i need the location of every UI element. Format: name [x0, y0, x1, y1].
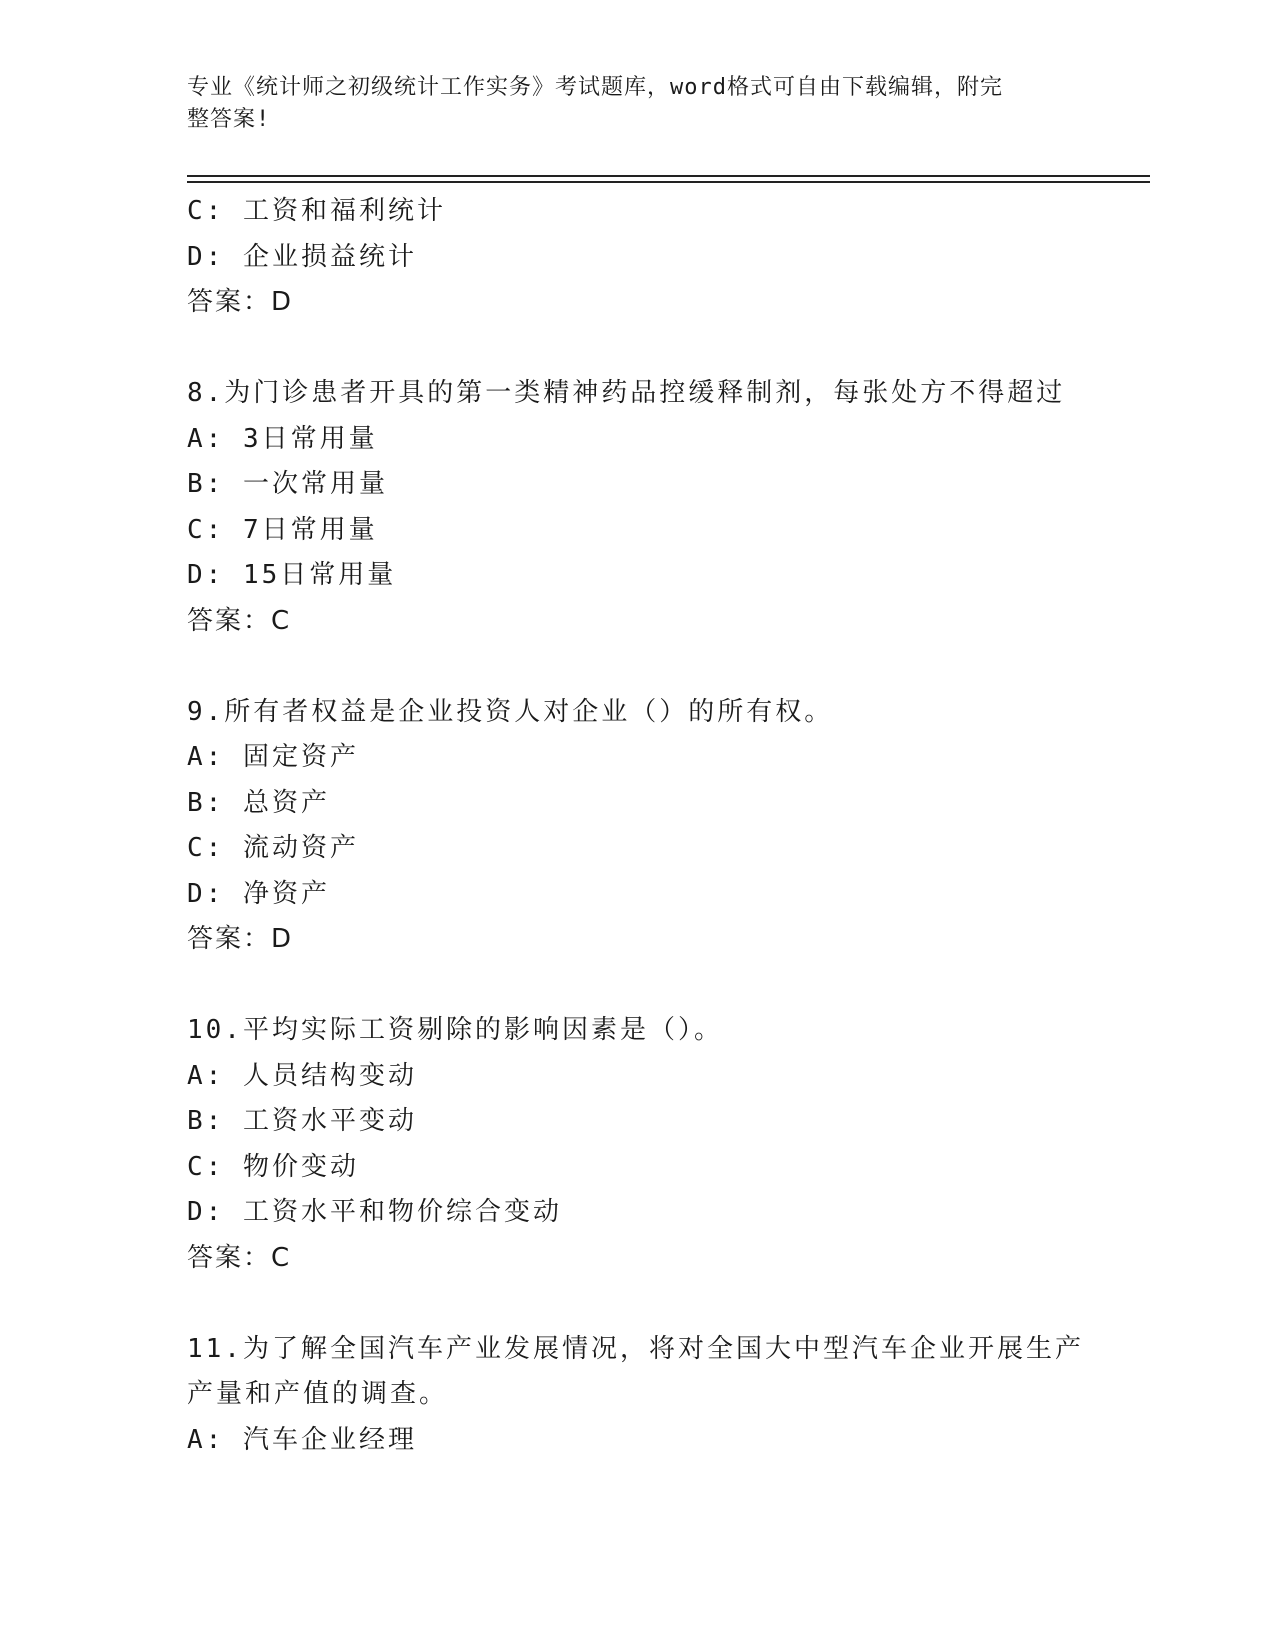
q8-option-b: B: 一次常用量 — [187, 469, 388, 499]
q9-option-a: A: 固定资产 — [187, 742, 359, 772]
header-line-2: 整答案! — [187, 107, 271, 132]
q9-option-d: D: 净资产 — [187, 878, 330, 909]
header-line-1: 专业《统计师之初级统计工作实务》考试题库，word格式可自由下载编辑，附完 — [187, 75, 1003, 100]
q11-stem-line-1: 11.为了解全国汽车产业发展情况，将对全国大中型汽车企业开展生产 — [187, 1333, 1084, 1364]
q8-option-d: D: 15日常用量 — [187, 560, 397, 590]
q10-option-d: D: 工资水平和物价综合变动 — [187, 1197, 562, 1227]
prev-option-c: C: 工资和福利统计 — [187, 196, 446, 226]
q11-stem-line-2: 产量和产值的调查。 — [187, 1379, 449, 1409]
q8-option-c: C: 7日常用量 — [187, 514, 378, 545]
document-header — [187, 72, 1067, 136]
q8-answer: 答案：C — [187, 605, 292, 636]
q8-stem: 8.为门诊患者开具的第一类精神药品控缓释制剂，每张处方不得超过 — [187, 378, 1066, 408]
q9-option-c: C: 流动资产 — [187, 833, 359, 863]
q10-option-b: B: 工资水平变动 — [187, 1106, 417, 1136]
prev-option-d: D: 企业损益统计 — [187, 241, 417, 272]
q10-stem: 10.平均实际工资剔除的影响因素是（）。 — [187, 1015, 723, 1045]
q9-option-b: B: 总资产 — [187, 787, 330, 818]
q10-answer: 答案：C — [187, 1242, 292, 1273]
header-rule-top — [187, 175, 1150, 177]
question-list — [187, 189, 1087, 1463]
header-rule-bottom — [187, 181, 1150, 183]
q11-option-a: A: 汽车企业经理 — [187, 1424, 417, 1455]
q10-option-a: A: 人员结构变动 — [187, 1060, 417, 1091]
q8-option-a: A: 3日常用量 — [187, 423, 378, 454]
q9-answer: 答案：D — [187, 924, 294, 954]
prev-answer: 答案：D — [187, 287, 294, 317]
q10-option-c: C: 物价变动 — [187, 1151, 359, 1182]
q9-stem: 9.所有者权益是企业投资人对企业（）的所有权。 — [187, 696, 834, 727]
